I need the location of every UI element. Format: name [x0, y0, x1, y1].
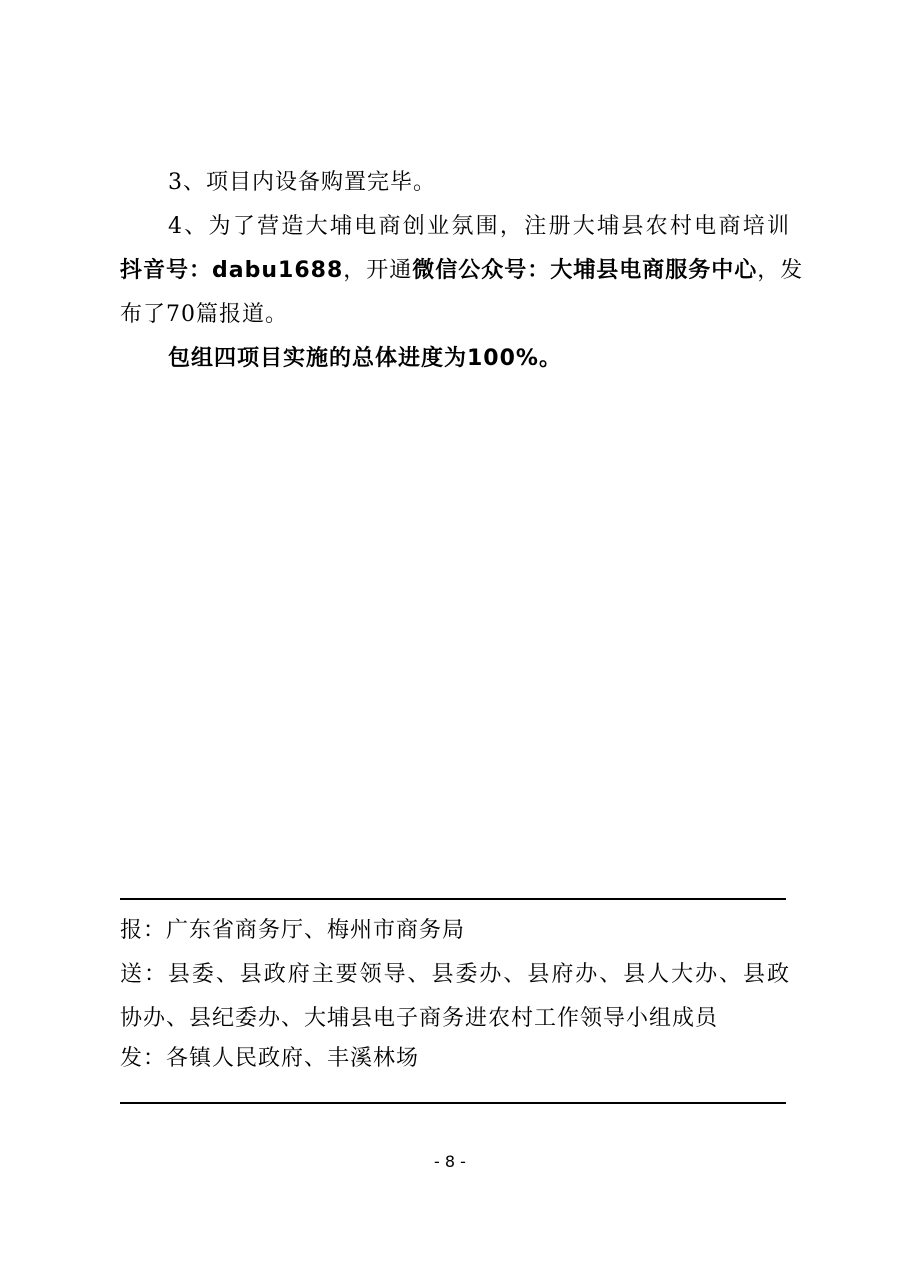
send-to-line-2: 协办、县纪委办、大埔县电子商务进农村工作领导小组成员: [120, 1006, 719, 1031]
summary-progress: 包组四项目实施的总体进度为100%。: [168, 346, 562, 371]
page-number: - 8 -: [434, 1152, 466, 1171]
paragraph-item-4-line-3: 布了70篇报道。: [120, 302, 288, 327]
paragraph-item-4-line-1: 4、为了营造大埔电商创业氛围，注册大埔县农村电商培训: [168, 214, 790, 239]
report-to: 报：广东省商务厅、梅州市商务局: [120, 918, 466, 943]
wechat-account: 微信公众号：大埔县电商服务中心: [412, 258, 758, 283]
publish-text: ，发: [757, 258, 804, 283]
paragraph-item-4-line-2: [120, 250, 804, 292]
top-divider: [120, 898, 786, 900]
open-text: ，开通: [343, 258, 413, 283]
bottom-divider: [120, 1102, 786, 1104]
douyin-account: dabu1688: [212, 258, 344, 283]
douyin-label: 抖音号：: [120, 258, 213, 283]
issue-to: 发：各镇人民政府、丰溪林场: [120, 1046, 420, 1071]
send-to-line-1: 送：县委、县政府主要领导、县委办、县府办、县人大办、县政: [120, 962, 790, 987]
paragraph-item-3: 3、项目内设备购置完毕。: [168, 170, 436, 195]
